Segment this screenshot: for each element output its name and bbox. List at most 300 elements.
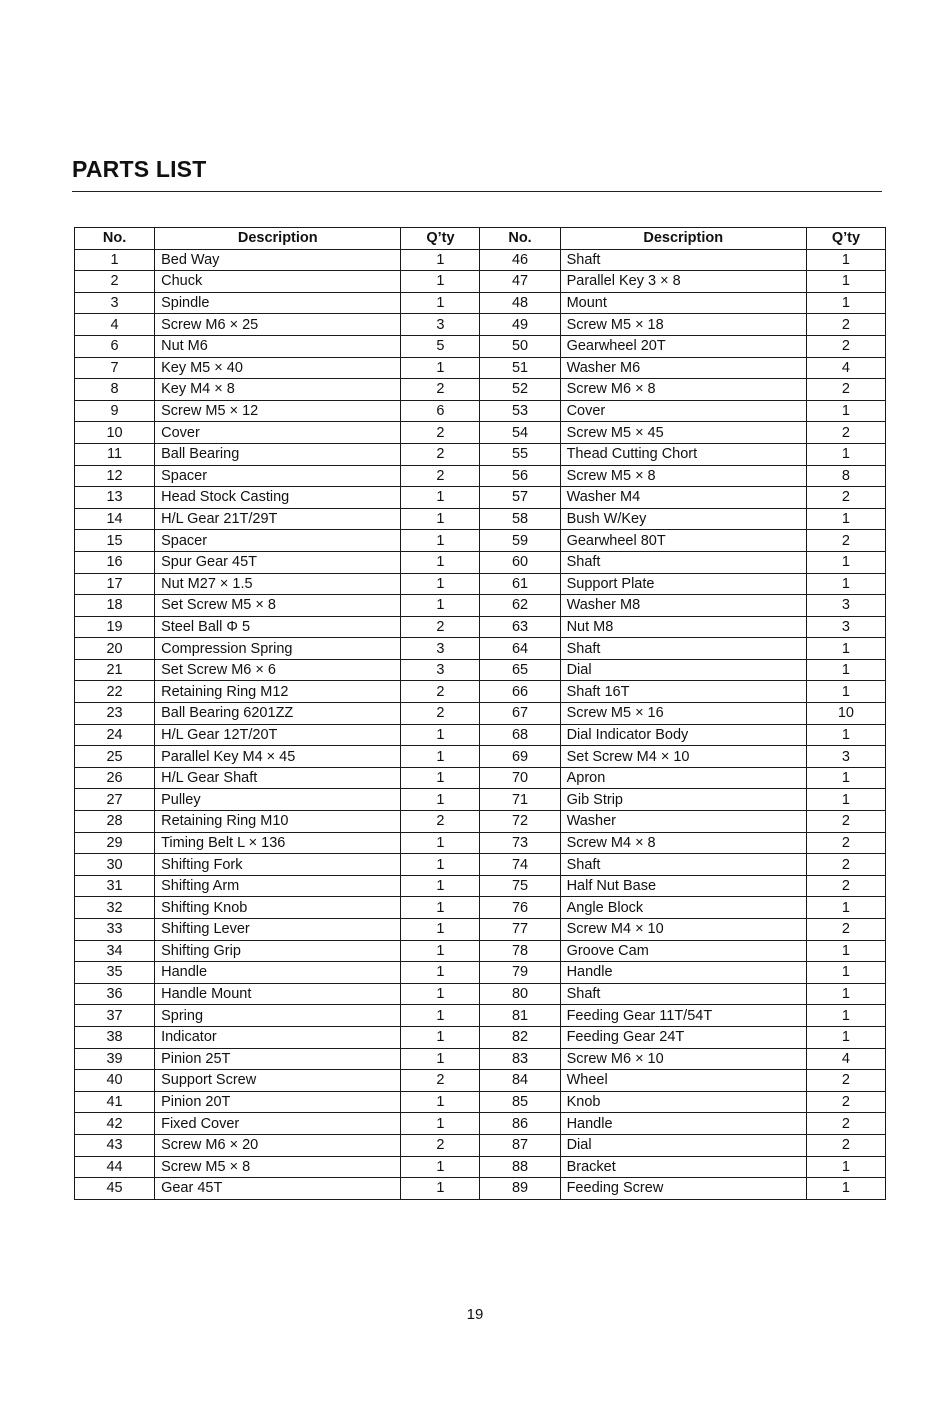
part-description-left: Pulley	[155, 789, 401, 811]
part-number-right: 73	[480, 832, 560, 854]
part-description-left: Spacer	[155, 465, 401, 487]
part-number-right: 87	[480, 1134, 560, 1156]
part-description-right: Wheel	[560, 1070, 806, 1092]
part-quantity-left: 1	[401, 357, 480, 379]
part-description-left: Spur Gear 45T	[155, 551, 401, 573]
part-description-left: Screw M6 × 25	[155, 314, 401, 336]
part-quantity-right: 1	[806, 767, 885, 789]
part-quantity-right: 1	[806, 983, 885, 1005]
part-quantity-left: 2	[401, 379, 480, 401]
part-number-left: 14	[75, 508, 155, 530]
part-quantity-left: 1	[401, 919, 480, 941]
part-description-right: Screw M5 × 18	[560, 314, 806, 336]
part-number-left: 33	[75, 919, 155, 941]
part-number-left: 44	[75, 1156, 155, 1178]
part-number-left: 11	[75, 443, 155, 465]
part-number-right: 68	[480, 724, 560, 746]
table-row	[75, 1005, 886, 1027]
part-description-left: Screw M5 × 8	[155, 1156, 401, 1178]
part-description-right: Screw M4 × 10	[560, 919, 806, 941]
part-description-right: Washer M6	[560, 357, 806, 379]
part-quantity-left: 1	[401, 573, 480, 595]
part-number-left: 27	[75, 789, 155, 811]
part-number-left: 26	[75, 767, 155, 789]
part-quantity-right: 1	[806, 573, 885, 595]
part-number-left: 28	[75, 811, 155, 833]
part-number-right: 62	[480, 595, 560, 617]
part-quantity-left: 1	[401, 962, 480, 984]
table-row	[75, 530, 886, 552]
part-description-right: Screw M6 × 10	[560, 1048, 806, 1070]
part-description-right: Screw M5 × 8	[560, 465, 806, 487]
table-row	[75, 271, 886, 293]
part-number-left: 15	[75, 530, 155, 552]
part-description-right: Feeding Screw	[560, 1178, 806, 1200]
part-number-left: 31	[75, 875, 155, 897]
part-description-right: Nut M8	[560, 616, 806, 638]
table-row	[75, 940, 886, 962]
part-description-left: Pinion 20T	[155, 1091, 401, 1113]
part-number-right: 69	[480, 746, 560, 768]
part-quantity-right: 1	[806, 724, 885, 746]
part-description-right: Support Plate	[560, 573, 806, 595]
part-quantity-left: 1	[401, 595, 480, 617]
part-quantity-right: 1	[806, 962, 885, 984]
part-quantity-right: 1	[806, 681, 885, 703]
part-quantity-right: 2	[806, 875, 885, 897]
header-qty-right: Q’ty	[806, 228, 885, 250]
part-number-left: 39	[75, 1048, 155, 1070]
part-quantity-left: 1	[401, 508, 480, 530]
part-quantity-right: 2	[806, 854, 885, 876]
part-quantity-right: 2	[806, 1113, 885, 1135]
part-description-right: Shaft	[560, 983, 806, 1005]
part-number-left: 25	[75, 746, 155, 768]
part-quantity-left: 2	[401, 811, 480, 833]
table-row	[75, 1026, 886, 1048]
part-number-right: 59	[480, 530, 560, 552]
table-row	[75, 962, 886, 984]
part-quantity-right: 2	[806, 314, 885, 336]
part-description-left: Key M4 × 8	[155, 379, 401, 401]
part-number-right: 85	[480, 1091, 560, 1113]
part-number-left: 18	[75, 595, 155, 617]
part-description-left: Shifting Arm	[155, 875, 401, 897]
part-number-right: 48	[480, 292, 560, 314]
part-quantity-left: 1	[401, 1048, 480, 1070]
table-row	[75, 616, 886, 638]
part-quantity-right: 1	[806, 271, 885, 293]
table-row	[75, 249, 886, 271]
page-number: 19	[466, 1306, 484, 1323]
table-row	[75, 724, 886, 746]
part-number-right: 71	[480, 789, 560, 811]
part-description-left: Key M5 × 40	[155, 357, 401, 379]
table-row	[75, 659, 886, 681]
part-description-left: Head Stock Casting	[155, 487, 401, 509]
part-description-right: Shaft	[560, 638, 806, 660]
part-quantity-left: 1	[401, 767, 480, 789]
part-description-right: Washer M8	[560, 595, 806, 617]
part-description-left: Set Screw M6 × 6	[155, 659, 401, 681]
part-number-left: 41	[75, 1091, 155, 1113]
part-description-left: Shifting Grip	[155, 940, 401, 962]
table-row	[75, 1091, 886, 1113]
part-description-left: Cover	[155, 422, 401, 444]
part-number-left: 4	[75, 314, 155, 336]
table-row	[75, 1048, 886, 1070]
part-quantity-left: 1	[401, 789, 480, 811]
part-quantity-left: 1	[401, 1026, 480, 1048]
part-description-left: Fixed Cover	[155, 1113, 401, 1135]
part-quantity-left: 1	[401, 292, 480, 314]
part-quantity-right: 2	[806, 530, 885, 552]
part-number-left: 9	[75, 400, 155, 422]
part-number-right: 81	[480, 1005, 560, 1027]
part-description-left: Shifting Fork	[155, 854, 401, 876]
header-no-right: No.	[480, 228, 560, 250]
part-description-left: Retaining Ring M12	[155, 681, 401, 703]
part-quantity-left: 2	[401, 465, 480, 487]
part-description-left: Bed Way	[155, 249, 401, 271]
part-description-left: Retaining Ring M10	[155, 811, 401, 833]
part-number-right: 88	[480, 1156, 560, 1178]
part-quantity-left: 1	[401, 724, 480, 746]
part-number-left: 1	[75, 249, 155, 271]
part-description-left: Compression Spring	[155, 638, 401, 660]
part-description-left: Shifting Knob	[155, 897, 401, 919]
table-row	[75, 422, 886, 444]
part-quantity-left: 1	[401, 1113, 480, 1135]
part-quantity-right: 1	[806, 897, 885, 919]
part-description-right: Gearwheel 80T	[560, 530, 806, 552]
part-description-right: Feeding Gear 11T/54T	[560, 1005, 806, 1027]
part-quantity-left: 3	[401, 659, 480, 681]
part-quantity-left: 2	[401, 1134, 480, 1156]
table-row	[75, 789, 886, 811]
part-description-right: Handle	[560, 1113, 806, 1135]
table-row	[75, 487, 886, 509]
part-number-right: 57	[480, 487, 560, 509]
part-description-right: Gearwheel 20T	[560, 335, 806, 357]
part-description-right: Cover	[560, 400, 806, 422]
part-quantity-right: 1	[806, 443, 885, 465]
part-description-right: Dial	[560, 659, 806, 681]
part-description-right: Half Nut Base	[560, 875, 806, 897]
part-number-left: 12	[75, 465, 155, 487]
part-quantity-right: 4	[806, 357, 885, 379]
part-number-right: 67	[480, 703, 560, 725]
table-row	[75, 335, 886, 357]
part-quantity-left: 2	[401, 1070, 480, 1092]
part-description-right: Knob	[560, 1091, 806, 1113]
table-row	[75, 1134, 886, 1156]
part-quantity-right: 2	[806, 832, 885, 854]
part-number-right: 52	[480, 379, 560, 401]
part-description-left: Ball Bearing 6201ZZ	[155, 703, 401, 725]
part-quantity-right: 2	[806, 1070, 885, 1092]
part-description-right: Washer M4	[560, 487, 806, 509]
part-description-left: Steel Ball Φ 5	[155, 616, 401, 638]
table-row	[75, 1070, 886, 1092]
part-description-right: Dial Indicator Body	[560, 724, 806, 746]
part-description-left: Set Screw M5 × 8	[155, 595, 401, 617]
part-description-right: Screw M5 × 45	[560, 422, 806, 444]
part-number-right: 89	[480, 1178, 560, 1200]
part-description-right: Screw M4 × 8	[560, 832, 806, 854]
part-number-right: 86	[480, 1113, 560, 1135]
part-quantity-right: 1	[806, 638, 885, 660]
part-number-right: 78	[480, 940, 560, 962]
part-quantity-right: 1	[806, 1156, 885, 1178]
part-quantity-right: 2	[806, 379, 885, 401]
part-description-left: H/L Gear 21T/29T	[155, 508, 401, 530]
table-row	[75, 595, 886, 617]
table-row	[75, 811, 886, 833]
part-number-right: 56	[480, 465, 560, 487]
part-description-left: Nut M6	[155, 335, 401, 357]
table-row	[75, 875, 886, 897]
part-quantity-left: 1	[401, 983, 480, 1005]
part-number-left: 34	[75, 940, 155, 962]
part-description-left: Handle Mount	[155, 983, 401, 1005]
part-description-right: Angle Block	[560, 897, 806, 919]
part-number-right: 70	[480, 767, 560, 789]
part-description-left: Indicator	[155, 1026, 401, 1048]
part-quantity-right: 1	[806, 508, 885, 530]
part-number-left: 45	[75, 1178, 155, 1200]
part-quantity-left: 1	[401, 897, 480, 919]
part-quantity-right: 3	[806, 746, 885, 768]
part-quantity-right: 1	[806, 249, 885, 271]
part-quantity-left: 1	[401, 530, 480, 552]
part-quantity-right: 2	[806, 335, 885, 357]
part-quantity-left: 1	[401, 875, 480, 897]
part-quantity-right: 3	[806, 616, 885, 638]
part-quantity-right: 8	[806, 465, 885, 487]
part-number-left: 32	[75, 897, 155, 919]
part-number-right: 53	[480, 400, 560, 422]
part-description-right: Parallel Key 3 × 8	[560, 271, 806, 293]
part-description-right: Washer	[560, 811, 806, 833]
part-number-right: 64	[480, 638, 560, 660]
title-divider	[72, 191, 882, 192]
part-number-left: 30	[75, 854, 155, 876]
part-number-left: 2	[75, 271, 155, 293]
table-row	[75, 983, 886, 1005]
header-description-right: Description	[560, 228, 806, 250]
part-description-left: Ball Bearing	[155, 443, 401, 465]
part-description-left: Support Screw	[155, 1070, 401, 1092]
part-number-right: 49	[480, 314, 560, 336]
part-description-right: Apron	[560, 767, 806, 789]
table-row	[75, 357, 886, 379]
part-quantity-left: 1	[401, 854, 480, 876]
part-number-right: 82	[480, 1026, 560, 1048]
part-number-right: 47	[480, 271, 560, 293]
part-quantity-left: 3	[401, 638, 480, 660]
part-number-left: 8	[75, 379, 155, 401]
table-row	[75, 767, 886, 789]
part-quantity-right: 10	[806, 703, 885, 725]
part-number-left: 38	[75, 1026, 155, 1048]
part-number-left: 16	[75, 551, 155, 573]
part-description-left: Shifting Lever	[155, 919, 401, 941]
part-quantity-left: 1	[401, 746, 480, 768]
part-number-right: 65	[480, 659, 560, 681]
part-description-left: Screw M6 × 20	[155, 1134, 401, 1156]
part-description-left: Screw M5 × 12	[155, 400, 401, 422]
part-quantity-right: 1	[806, 292, 885, 314]
part-description-left: Chuck	[155, 271, 401, 293]
table-row	[75, 681, 886, 703]
part-quantity-right: 1	[806, 940, 885, 962]
part-description-left: Nut M27 × 1.5	[155, 573, 401, 595]
part-description-right: Groove Cam	[560, 940, 806, 962]
part-number-right: 76	[480, 897, 560, 919]
part-quantity-left: 3	[401, 314, 480, 336]
table-row	[75, 379, 886, 401]
header-row	[75, 228, 886, 250]
part-description-right: Dial	[560, 1134, 806, 1156]
part-number-right: 74	[480, 854, 560, 876]
part-number-right: 63	[480, 616, 560, 638]
part-description-right: Handle	[560, 962, 806, 984]
table-row	[75, 919, 886, 941]
part-number-right: 80	[480, 983, 560, 1005]
part-number-right: 79	[480, 962, 560, 984]
part-description-left: Pinion 25T	[155, 1048, 401, 1070]
part-number-left: 19	[75, 616, 155, 638]
part-quantity-right: 2	[806, 422, 885, 444]
part-number-left: 42	[75, 1113, 155, 1135]
part-number-right: 72	[480, 811, 560, 833]
part-quantity-right: 1	[806, 659, 885, 681]
part-description-right: Feeding Gear 24T	[560, 1026, 806, 1048]
part-description-right: Set Screw M4 × 10	[560, 746, 806, 768]
part-quantity-right: 2	[806, 919, 885, 941]
part-number-left: 36	[75, 983, 155, 1005]
part-number-left: 20	[75, 638, 155, 660]
header-description-left: Description	[155, 228, 401, 250]
part-description-left: Timing Belt L × 136	[155, 832, 401, 854]
table-row	[75, 573, 886, 595]
table-row	[75, 832, 886, 854]
part-quantity-right: 2	[806, 487, 885, 509]
part-number-left: 24	[75, 724, 155, 746]
header-qty-left: Q’ty	[401, 228, 480, 250]
part-quantity-left: 2	[401, 681, 480, 703]
table-row	[75, 292, 886, 314]
part-number-left: 43	[75, 1134, 155, 1156]
part-number-left: 10	[75, 422, 155, 444]
table-row	[75, 897, 886, 919]
part-number-right: 60	[480, 551, 560, 573]
part-description-right: Shaft 16T	[560, 681, 806, 703]
part-description-left: Spacer	[155, 530, 401, 552]
part-number-right: 77	[480, 919, 560, 941]
part-quantity-right: 2	[806, 1134, 885, 1156]
part-number-left: 7	[75, 357, 155, 379]
part-quantity-left: 1	[401, 940, 480, 962]
part-number-right: 50	[480, 335, 560, 357]
part-description-right: Thead Cutting Chort	[560, 443, 806, 465]
part-number-left: 21	[75, 659, 155, 681]
part-number-left: 29	[75, 832, 155, 854]
table-row	[75, 746, 886, 768]
part-quantity-left: 1	[401, 1005, 480, 1027]
table-row	[75, 551, 886, 573]
part-description-right: Screw M6 × 8	[560, 379, 806, 401]
part-number-right: 66	[480, 681, 560, 703]
part-quantity-right: 1	[806, 789, 885, 811]
part-number-left: 3	[75, 292, 155, 314]
table-row	[75, 443, 886, 465]
part-description-left: Spring	[155, 1005, 401, 1027]
part-number-right: 61	[480, 573, 560, 595]
part-quantity-left: 1	[401, 551, 480, 573]
part-description-right: Shaft	[560, 854, 806, 876]
part-number-right: 54	[480, 422, 560, 444]
part-number-left: 40	[75, 1070, 155, 1092]
part-description-right: Shaft	[560, 551, 806, 573]
part-quantity-right: 1	[806, 551, 885, 573]
part-quantity-right: 2	[806, 1091, 885, 1113]
part-number-left: 35	[75, 962, 155, 984]
table-row	[75, 1113, 886, 1135]
part-number-right: 55	[480, 443, 560, 465]
table-row	[75, 638, 886, 660]
part-number-left: 13	[75, 487, 155, 509]
part-quantity-right: 1	[806, 1005, 885, 1027]
part-number-left: 6	[75, 335, 155, 357]
page-title: PARTS LIST	[72, 156, 207, 182]
part-number-left: 17	[75, 573, 155, 595]
part-quantity-left: 1	[401, 249, 480, 271]
header-no-left: No.	[75, 228, 155, 250]
part-quantity-left: 2	[401, 703, 480, 725]
part-quantity-left: 2	[401, 422, 480, 444]
part-quantity-left: 1	[401, 832, 480, 854]
part-quantity-right: 3	[806, 595, 885, 617]
table-row	[75, 1156, 886, 1178]
part-description-left: Parallel Key M4 × 45	[155, 746, 401, 768]
part-description-right: Shaft	[560, 249, 806, 271]
part-number-right: 84	[480, 1070, 560, 1092]
table-row	[75, 314, 886, 336]
part-quantity-right: 1	[806, 1026, 885, 1048]
part-quantity-left: 5	[401, 335, 480, 357]
part-quantity-left: 1	[401, 1178, 480, 1200]
part-quantity-left: 1	[401, 1091, 480, 1113]
parts-table-body	[75, 249, 886, 1199]
part-description-left: Spindle	[155, 292, 401, 314]
part-quantity-right: 2	[806, 811, 885, 833]
part-description-right: Mount	[560, 292, 806, 314]
table-row	[75, 703, 886, 725]
part-description-left: H/L Gear Shaft	[155, 767, 401, 789]
part-quantity-left: 1	[401, 271, 480, 293]
part-quantity-left: 6	[401, 400, 480, 422]
part-description-right: Gib Strip	[560, 789, 806, 811]
part-number-left: 23	[75, 703, 155, 725]
part-number-right: 46	[480, 249, 560, 271]
table-row	[75, 1178, 886, 1200]
part-quantity-right: 4	[806, 1048, 885, 1070]
part-description-right: Screw M5 × 16	[560, 703, 806, 725]
part-number-right: 83	[480, 1048, 560, 1070]
table-row	[75, 854, 886, 876]
